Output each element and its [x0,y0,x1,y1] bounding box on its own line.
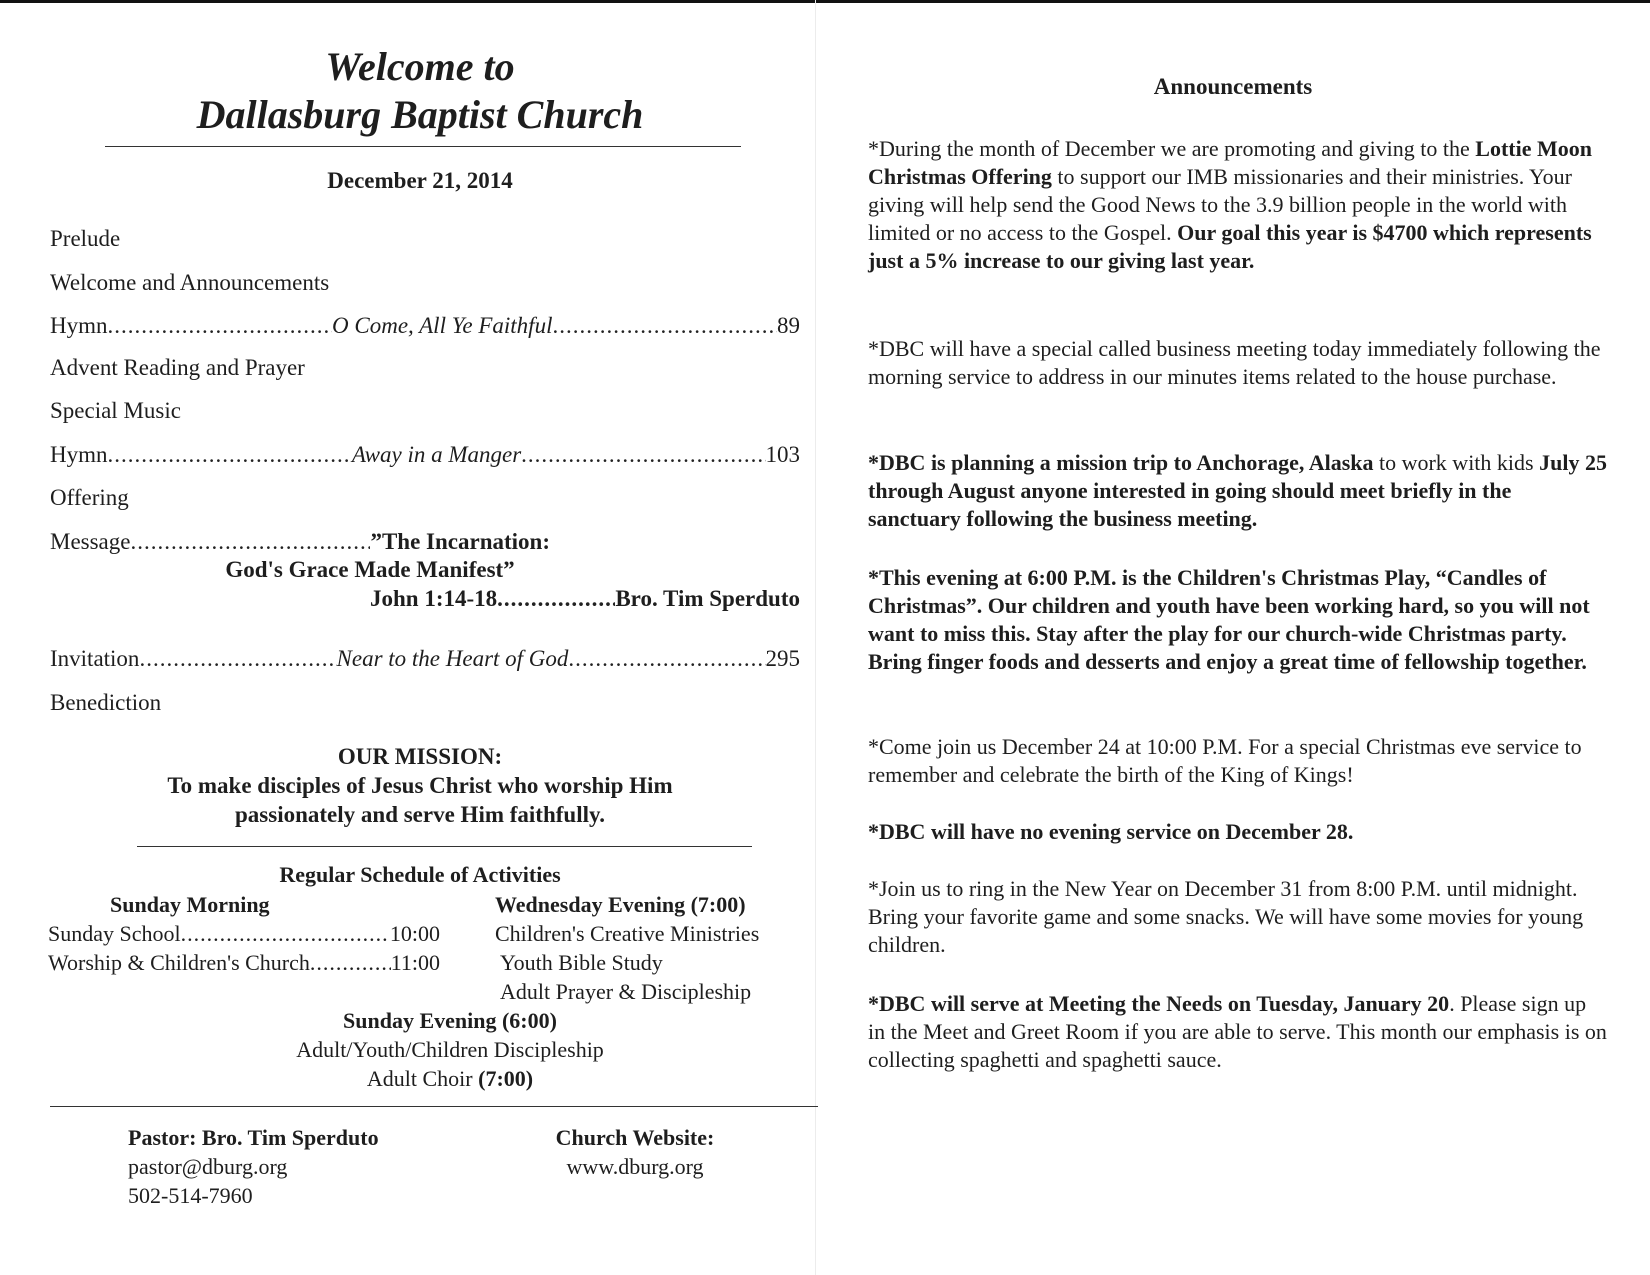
leader-dots [521,440,765,470]
hymn-1-title: O Come, All Ye Faithful [332,313,553,338]
choir-label: Adult Choir [366,1066,473,1091]
leader-dots [181,919,390,948]
title-rule [105,146,741,147]
schedule-row [48,919,440,948]
hymn-2-label: Hymn [50,442,108,467]
wednesday-schedule [495,890,759,1006]
announcement-lottie-moon [868,135,1608,275]
message-title-2: God's Grace Made Manifest” [225,557,515,582]
pastor-email: pastor@dburg.org [128,1154,288,1179]
wednesday-item: Adult Prayer & Discipleship [500,979,752,1004]
sunday-morning-schedule [48,890,440,977]
announcements-page [816,0,1650,1275]
order-message [50,527,550,557]
schedule-title: Regular Schedule of Activities [279,862,561,887]
order-benediction: Benediction [50,690,162,715]
message-scripture-line [370,584,800,614]
contact-rule [50,1106,818,1107]
announcement-no-evening-service: *DBC will have no evening service on December 28. [868,819,1354,844]
ann-bold: *DBC is planning a mission trip to Anchorage, Alaska [868,450,1374,475]
sunday-morning-heading: Sunday Morning [110,892,270,917]
wednesday-item: Youth Bible Study [500,950,663,975]
website-url: www.dburg.org [566,1154,704,1179]
sunday-evening-heading: Sunday Evening (6:00) [343,1008,557,1033]
invitation-number: 295 [765,646,800,671]
announcement-christmas-eve: *Come join us December 24 at 10:00 P.M. For a special Christmas eve service to remember and celebrate the birth of the King of Kings! [868,734,1582,787]
bulletin-page [0,0,815,1275]
order-prelude: Prelude [50,226,121,251]
announcement-mission-trip [868,449,1608,533]
ann-bold: *DBC will serve at Meeting the Needs on Tuesday, January 20 [868,991,1450,1016]
title-line-1: Welcome to [325,44,515,89]
pastor-phone: 502-514-7960 [128,1183,253,1208]
choir-time: (7:00) [478,1066,534,1091]
schedule-item-name: Sunday School [48,921,181,946]
leader-dots [497,584,615,614]
leader-dots [108,440,352,470]
mission-line-1: To make disciples of Jesus Christ who worship Him [167,773,673,798]
order-offering: Offering [50,485,129,510]
leader-dots [139,644,336,674]
leader-dots [310,948,391,977]
hymn-2-title: Away in a Manger [351,442,522,467]
hymn-1-label: Hymn [50,313,108,338]
invitation-label: Invitation [50,646,140,671]
title-line-2: Dallasburg Baptist Church [196,92,644,137]
mission-statement [100,742,740,829]
ann-bold: Our goal this year is $4700 which represents just a 5% increase to our giving last year. [868,220,1592,273]
message-speaker: Bro. Tim Sperduto [615,586,800,611]
ann-text: to support our IMB missionaries and their ministries. Your giving will help send the Good News to the 3.9 billion people in the world with limited or no access to the Gospel. [868,164,1572,245]
mission-heading: OUR MISSION: [337,744,503,769]
order-special-music: Special Music [50,398,181,423]
order-welcome: Welcome and Announcements [50,270,330,295]
leader-dots [568,644,765,674]
ann-text: . Please sign up in the Meet and Greet Room if you are able to serve. This month our emphasis is on collecting spaghetti and spaghetti sauce. [868,991,1607,1072]
pastor-name: Pastor: Bro. Tim Sperduto [128,1125,379,1150]
message-title-1: ”The Incarnation: [370,529,550,554]
leader-dots [552,311,777,341]
website-label: Church Website: [555,1125,715,1150]
leader-dots [108,311,333,341]
schedule-item-name: Worship & Children's Church [48,950,310,975]
service-date: December 21, 2014 [327,168,513,193]
announcement-business-meeting: *DBC will have a special called business meeting today immediately following the morning service to address in our minutes items related to the house purchase. [868,336,1601,389]
schedule-row [48,948,440,977]
message-label: Message [50,529,131,554]
announcement-new-year: *Join us to ring in the New Year on December 31 from 8:00 P.M. until midnight. Bring your favorite game and some snacks. We will have some movies for young children. [868,876,1584,957]
ann-bold: Lottie Moon Christmas Offering [868,136,1592,189]
mission-rule [137,846,752,847]
hymn-2-number: 103 [765,442,801,467]
invitation-title: Near to the Heart of God [336,646,569,671]
sunday-evening-item: Adult/Youth/Children Discipleship [296,1037,604,1062]
announcements-title: Announcements [1153,74,1313,99]
ann-bold: July 25 through August anyone interested in going should meet briefly in the sanctuary following the business meeting. [868,450,1607,531]
schedule-item-time: 10:00 [389,921,440,946]
leader-dots [130,527,370,557]
mission-line-2: passionately and serve Him faithfully. [235,802,605,827]
ann-text: to work with kids [1373,450,1540,475]
order-hymn-2 [50,440,800,470]
choir-line [220,1064,680,1093]
wednesday-item: Children's Creative Ministries [495,921,760,946]
pastor-contact [128,1123,379,1210]
order-invitation [50,644,800,674]
ann-text: *During the month of December we are promoting and giving to the [868,136,1476,161]
announcement-meeting-the-needs [868,990,1608,1074]
hymn-1-number: 89 [777,313,800,338]
sunday-evening-schedule [220,1006,680,1093]
order-advent: Advent Reading and Prayer [50,355,305,380]
order-hymn-1 [50,311,800,341]
message-scripture: John 1:14-18 [370,586,498,611]
website-contact [540,1123,730,1181]
schedule-item-time: 11:00 [390,950,440,975]
announcement-christmas-play: *This evening at 6:00 P.M. is the Children's Christmas Play, “Candles of Christmas”. Our children and youth have been working hard, so you will not want to miss this. Stay after the play for our church-wide Christmas party. Bring finger foods and desserts and enjoy a great time of fellowship together. [868,565,1590,674]
wednesday-heading: Wednesday Evening (7:00) [495,892,746,917]
